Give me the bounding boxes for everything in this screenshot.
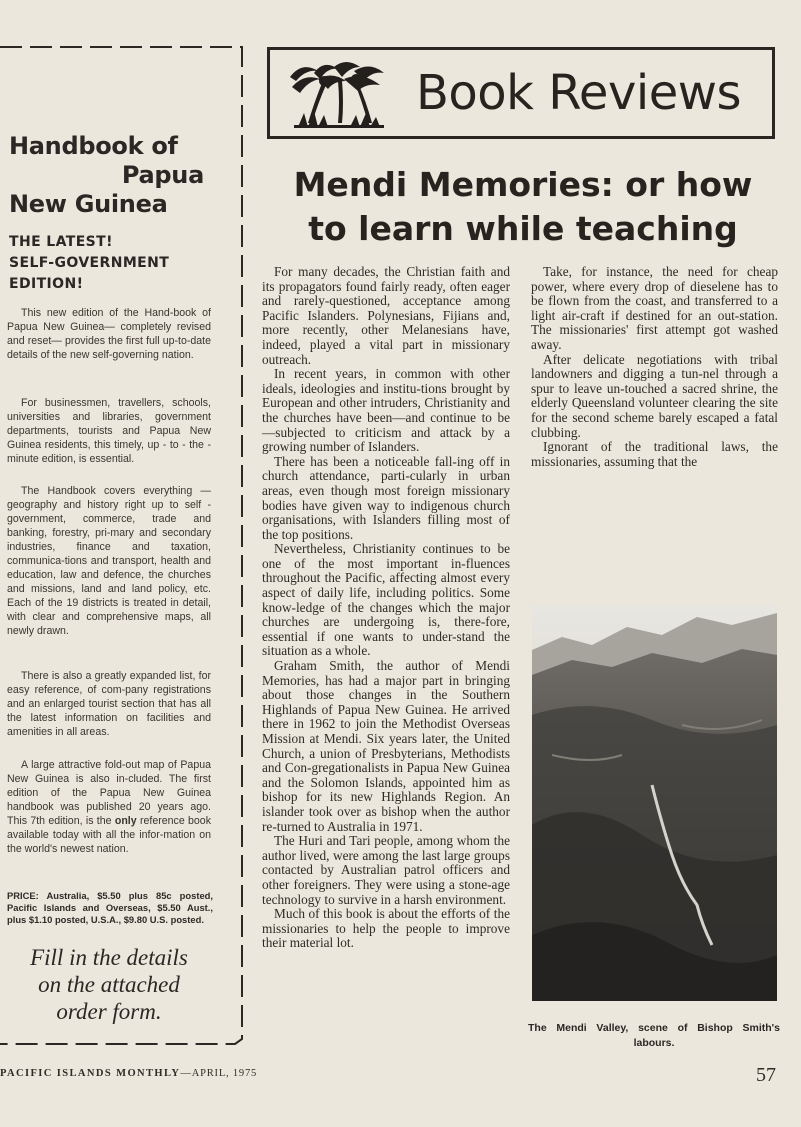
advert-paragraph: This new edition of the Hand-book of Papua New Guinea— completely revised and reset— provides the first full up-to-date details of the new self-governing nation. (7, 307, 211, 361)
headline-line-2: to learn while teaching (308, 209, 738, 248)
article-paragraph: After delicate negotiations with tribal landowners and digging a tun-nel through a spur to leave un-touched a sacred shrine, the elderly Queensland volunteer clearing the site for the second scheme barely escaped a fatal clubbing. (531, 351, 778, 440)
advert-call-to-action (6, 944, 212, 1025)
publication-name: PACIFIC ISLANDS MONTHLY (0, 1068, 181, 1079)
article-headline (268, 163, 778, 251)
article-paragraph: Much of this book is about the efforts of the missionaries to help the people to improve their material lot. (262, 906, 510, 951)
article-paragraph: For many decades, the Christian faith and its propagators found fairly ready, often eager and rarely-questioned, acceptance among Pacific Islanders. Polynesians, Fijians and, more recently, other Melanesians have, indeed, played a vital part in missionary outreach. (262, 264, 510, 367)
advert-last-text: A large attractive fold-out map of Papua New Guinea is also in-cluded. The first edition of the Papua New Guinea handbook was published 20 years ago. This 7th edition, is the (7, 759, 211, 827)
mendi-valley-photo (532, 605, 777, 1001)
advert-title-line-3: New Guinea (9, 190, 168, 218)
advert-cta-line-2: on the attached (38, 972, 180, 997)
article-paragraph: Ignorant of the traditional laws, the missionaries, assuming that the (531, 439, 778, 469)
advert-title-line-2: Papua (121, 161, 204, 189)
headline-line-1: Mendi Memories: or how (293, 165, 753, 204)
photo-caption: The Mendi Valley, scene of Bishop Smith's labours. (528, 1022, 780, 1049)
advert-emphasis: only (114, 815, 137, 827)
advert-price: PRICE: Australia, $5.50 plus 85c posted, Pacific Islands and Overseas, $5.50 Aust., plus $1.10 posted, U.S.A., $9.80 U.S. posted. (7, 890, 213, 925)
page-footer (0, 1068, 257, 1079)
article-column-2 (531, 265, 778, 469)
article-paragraph: Graham Smith, the author of Mendi Memories, has had a major part in bringing about those changes in the Southern Highlands of Papua New Guinea. He arrived there in 1962 to join the Methodist Overseas Mission at Mendi. Six years later, the United Church, a union of Presbyterians, Methodists and Con-gregationalists in Papua New Guinea and the Solomon Islands, appointed him as bishop for its new Highlands Region. An islander took over as bishop when the author re-turned to Australia in 1971. (262, 658, 510, 834)
advert-subtitle-line-2: SELF-GOVERNMENT (9, 255, 170, 271)
article-column-1 (262, 265, 510, 951)
advert-subtitle-line-1: THE LATEST! (9, 234, 113, 250)
advert-paragraph: There is also a greatly expanded list, for easy reference, of com-pany registrations and an enlarged tourist section that has all the latest information on facilities and amenities in all areas. (7, 670, 211, 738)
article-paragraph: There has been a noticeable fall-ing off in church attendance, parti-cularly in urban areas, even though most foreign missionary bodies have given way to indigenous church organisations, with Islanders filling most of the top positions. (262, 453, 510, 542)
advert-paragraph (7, 758, 211, 856)
book-reviews-title: Book Reviews (416, 65, 741, 121)
advert-title-line-1: Handbook of (9, 132, 178, 160)
advert-last-text-end: reference book available today with all the infor-mation on the world's newest nation. (7, 815, 211, 855)
article-paragraph: Take, for instance, the need for cheap power, where every drop of dieselene has to be flown from the coast, and transferred to a light air-craft if destined for an out-station. The missionaries' first attempt got washed away. (531, 264, 778, 352)
page-number: 57 (756, 1064, 776, 1086)
advert-title (9, 132, 204, 219)
article-paragraph: In recent years, in common with other ideals, ideologies and institu-tions brought by European and other intruders, Christianity and the churches have been—and continue to be—subjected to criticism and attack by a growing number of Islanders. (262, 366, 510, 455)
advert-subtitle (9, 232, 209, 295)
advert-cta-line-3: order form. (56, 999, 162, 1024)
advert-paragraph: The Handbook covers everything —geography and history right up to self - government, commerce, trade and banking, forestry, pri-mary and secondary industries, finance and taxation, communica-tions and transport, health and education, law and defence, the churches and missions, land and land policy, etc. Each of the 19 districts is treated in detail, with clear and comprehensive maps, all newly drawn. (7, 485, 211, 637)
advert-cta-line-1: Fill in the details (30, 945, 188, 970)
palm-tree-logo-icon (284, 57, 394, 129)
article-paragraph: The Huri and Tari people, among whom the author lived, were among the last large groups contacted by Australian patrol officers and other foreigners. They were using a stone-age technology to survive in a harsh environment. (262, 833, 510, 907)
article-paragraph: Nevertheless, Christianity continues to be one of the most important in-fluences throughout the Pacific, affecting almost every aspect of daily life, including politics. Some know-ledge of the changes which the major churches are undergoing is, there-fore, essential if one wants to under-stand the situation as a whole. (262, 541, 510, 659)
issue-date: —APRIL, 1975 (180, 1068, 258, 1079)
advert-subtitle-line-3: EDITION! (9, 276, 84, 292)
advert-paragraph: For businessmen, travellers, schools, universities and libraries, government departments, tourists and Papua New Guinea residents, this timely, up - to - the - minute edition, is essential. (7, 397, 211, 465)
